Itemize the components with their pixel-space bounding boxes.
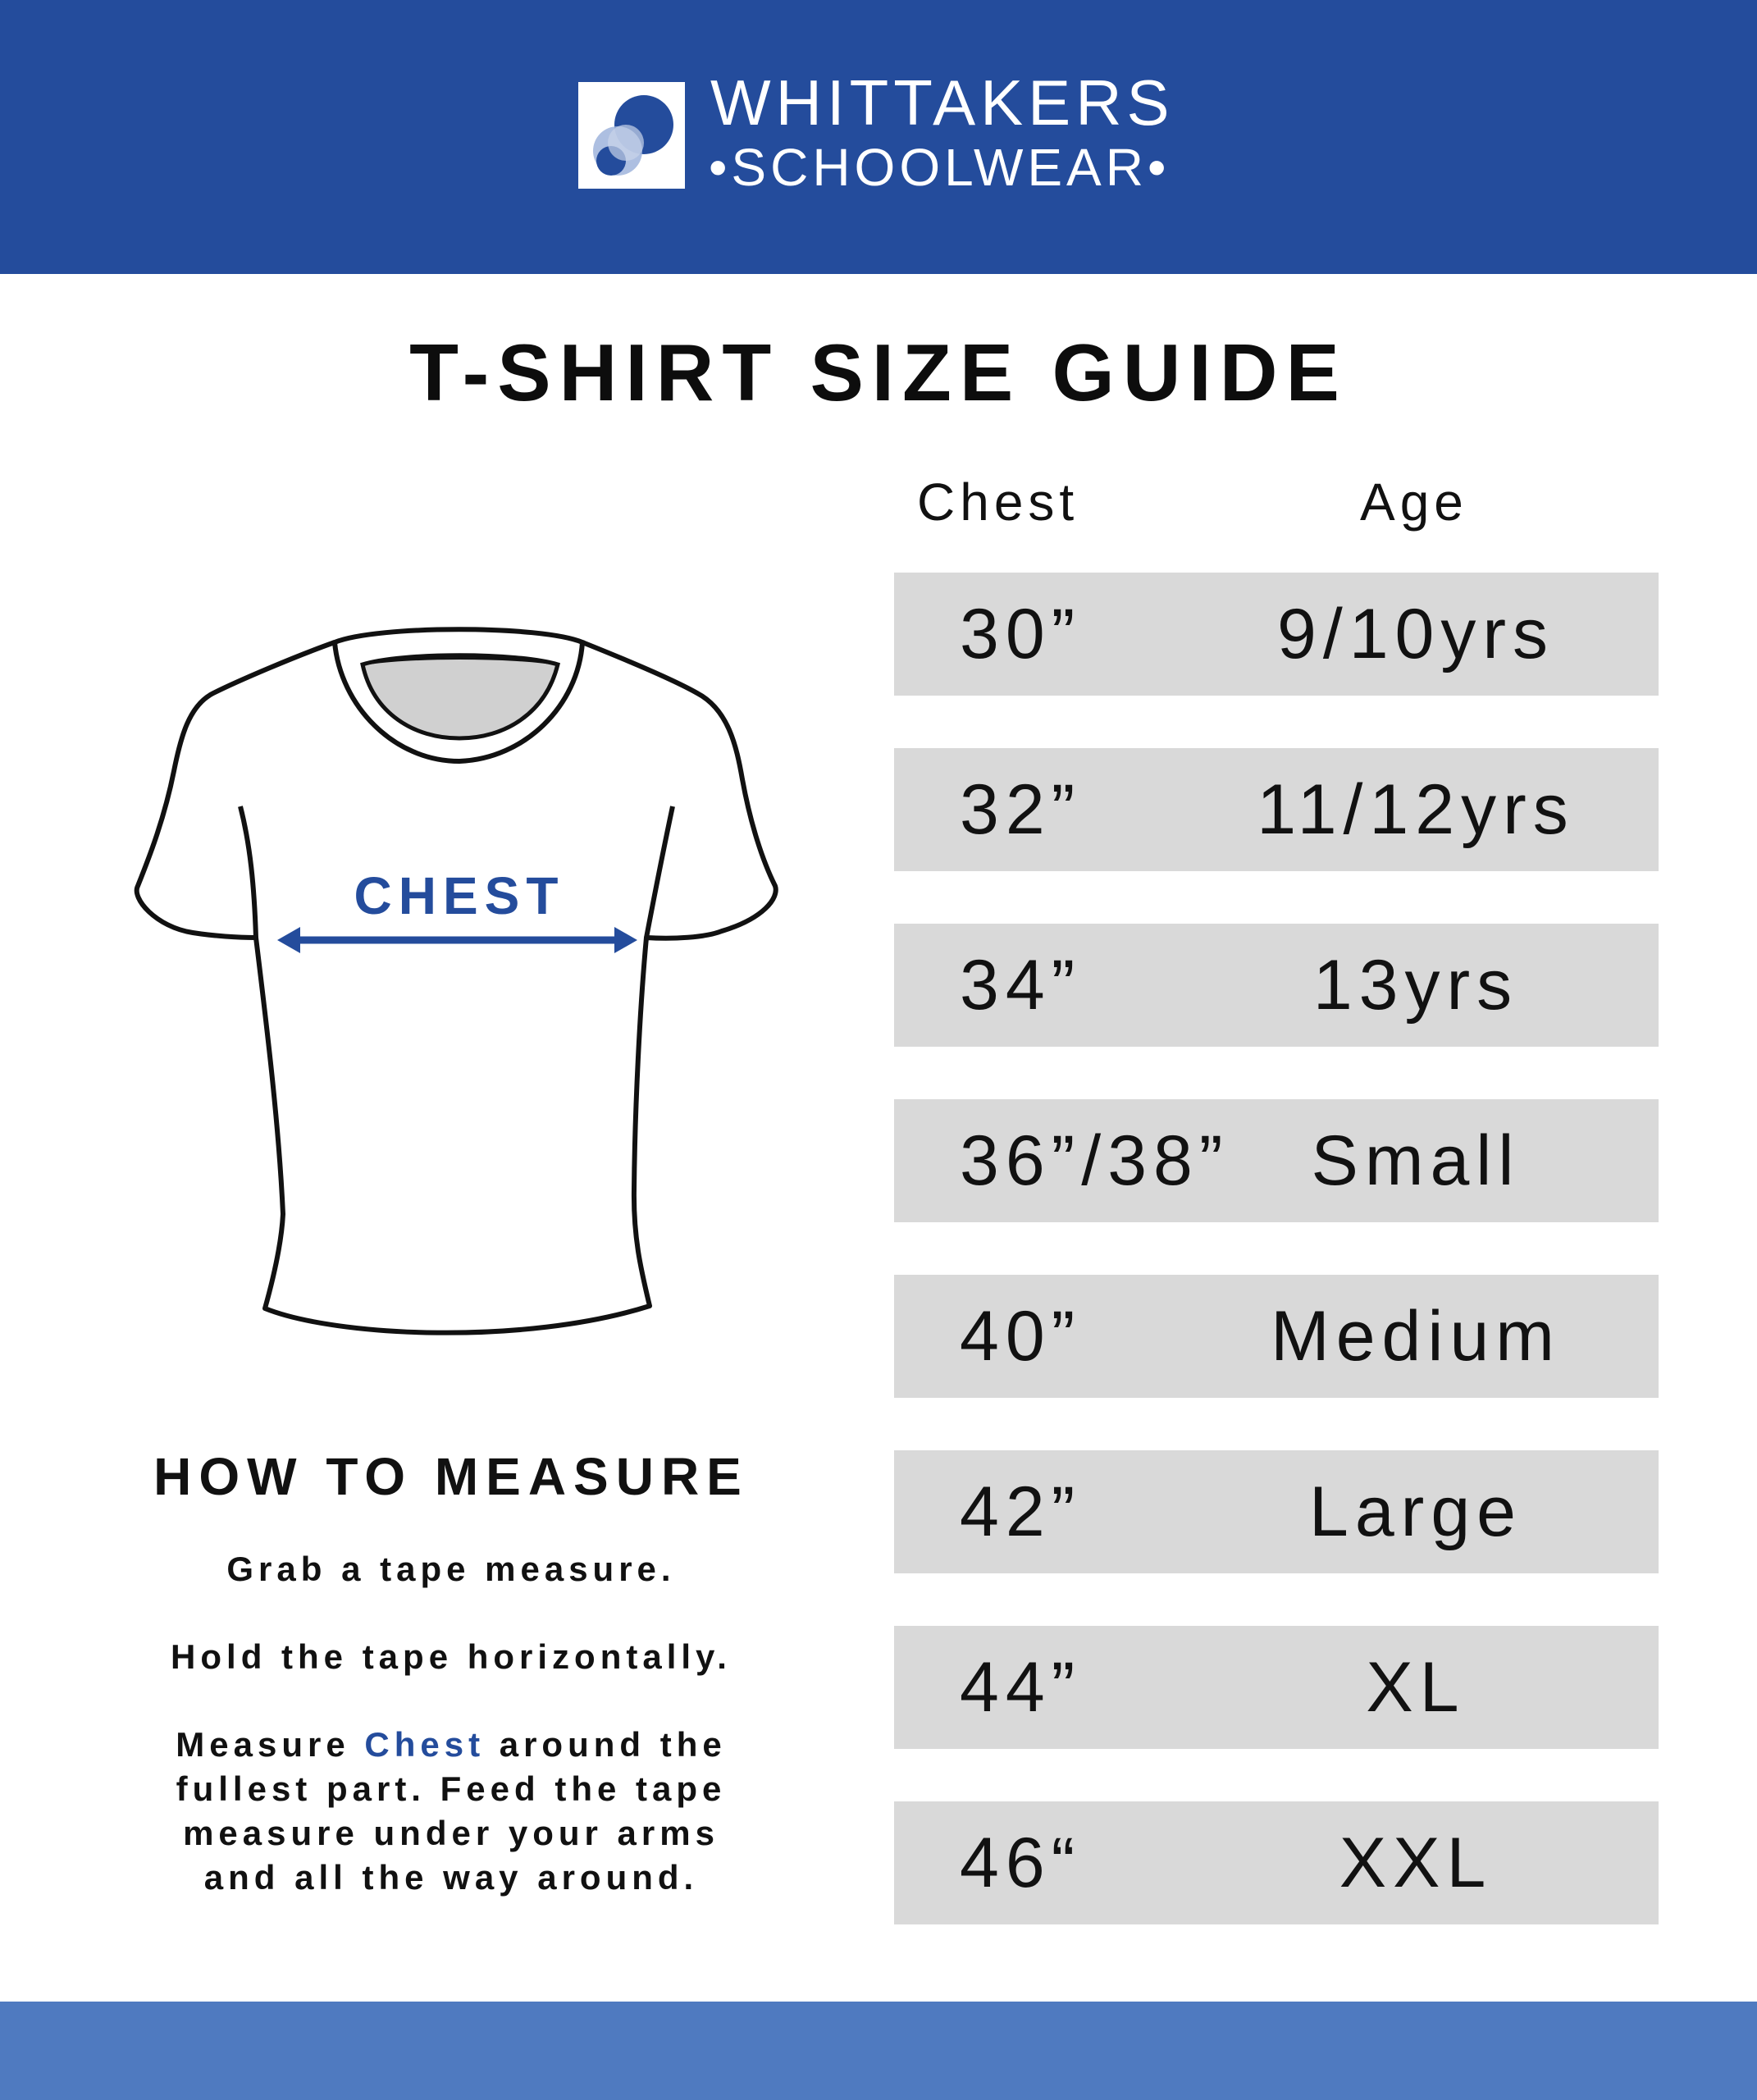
age-cell: Large — [1309, 1472, 1522, 1551]
step3-highlight: Chest — [364, 1725, 486, 1764]
column-header-age: Age — [1360, 472, 1468, 532]
chest-cell: 42” — [960, 1472, 1082, 1551]
instruction-step-2: Hold the tape horizontally. — [171, 1637, 732, 1676]
age-cell: Medium — [1271, 1297, 1561, 1376]
chest-cell: 44” — [960, 1648, 1082, 1727]
chest-cell: 40” — [960, 1297, 1082, 1376]
brand-logo — [578, 82, 685, 189]
age-cell: XXL — [1339, 1824, 1493, 1902]
step3-line4: and all the way around. — [203, 1858, 699, 1897]
age-cell: 9/10yrs — [1276, 595, 1555, 673]
size-table — [894, 573, 1659, 1977]
age-cell: Small — [1311, 1121, 1521, 1200]
table-row — [894, 748, 1659, 871]
chest-cell: 46“ — [960, 1824, 1082, 1902]
chest-cell: 30” — [960, 595, 1082, 673]
age-cell: 11/12yrs — [1257, 770, 1575, 849]
overlapping-circles-logo-icon — [578, 82, 685, 189]
how-to-measure-title: HOW TO MEASURE — [153, 1447, 749, 1506]
chest-cell: 32” — [960, 770, 1082, 849]
age-cell: 13yrs — [1312, 946, 1519, 1025]
tshirt-outline-icon — [131, 615, 787, 1354]
page-title: T-SHIRT SIZE GUIDE — [409, 327, 1348, 418]
tshirt-illustration — [131, 615, 787, 1354]
table-row — [894, 924, 1659, 1047]
table-row — [894, 1801, 1659, 1924]
instruction-step-1: Grab a tape measure. — [226, 1550, 676, 1588]
table-row — [894, 1099, 1659, 1222]
step3-line2: fullest part. Feed the tape — [176, 1769, 727, 1808]
table-row — [894, 1450, 1659, 1573]
column-header-chest: Chest — [917, 472, 1079, 532]
step3-line3: measure under your arms — [183, 1814, 719, 1852]
brand-name: WHITTAKERS — [710, 66, 1175, 139]
header-banner — [0, 0, 1757, 274]
table-row — [894, 1626, 1659, 1749]
step3-prefix: Measure — [176, 1725, 365, 1764]
chest-label: CHEST — [354, 866, 565, 925]
table-row — [894, 573, 1659, 696]
chest-cell: 36”/38” — [960, 1121, 1230, 1200]
footer-banner — [0, 2002, 1757, 2100]
age-cell: XL — [1366, 1648, 1466, 1727]
chest-cell: 34” — [960, 946, 1082, 1025]
table-row — [894, 1275, 1659, 1398]
brand-subname: •SCHOOLWEAR• — [709, 138, 1171, 197]
instruction-step-3 — [0, 1723, 902, 1900]
step3-suffix: around the — [485, 1725, 727, 1764]
